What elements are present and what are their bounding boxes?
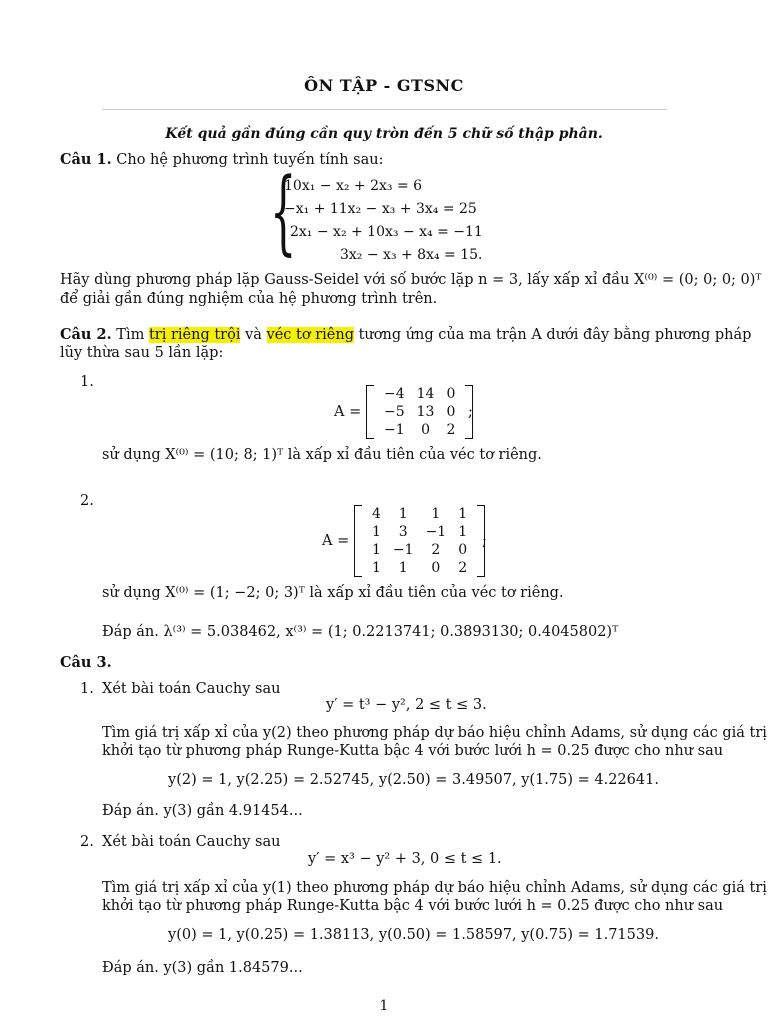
q1-text-line2: để giải gần đúng nghiệm của hệ phương trình trên. (60, 291, 438, 307)
matrix-cell: 0 (458, 542, 468, 558)
q2-post: tương ứng của ma trận A dưới đây bằng phương pháp (358, 327, 752, 343)
matrix-cell: 4 (372, 506, 381, 522)
matrix-cell: −1 (392, 542, 414, 558)
q3-label: Câu 3. (60, 654, 112, 671)
matrix-cell: 1 (372, 524, 381, 540)
system-eq-4: 3x₂ − x₃ + 8x₄ = 15. (340, 247, 483, 263)
matrix-cell: 0 (446, 404, 456, 420)
matrix-cell: 1 (372, 560, 381, 576)
page-number: 1 (379, 998, 389, 1014)
q2-item1-semicolon: ; (468, 404, 473, 420)
rounding-note: Kết quả gần đúng cần quy tròn đến 5 chữ số thập phân. (165, 126, 603, 142)
q2-line2: lũy thừa sau 5 lần lặp: (60, 345, 224, 361)
q3-item1-number: 1. (80, 681, 94, 697)
q3-item1-text1: Tìm giá trị xấp xỉ của y(2) theo phương pháp dự báo hiệu chỉnh Adams, sử dụng các giá trị (102, 725, 767, 741)
q3-item2-values: y(0) = 1, y(0.25) = 1.38113, y(0.50) = 1.58597, y(0.75) = 1.71539. (168, 927, 659, 943)
title-divider (102, 109, 667, 110)
q3-item1-answer: Đáp án. y(3) gần 4.91454... (102, 803, 303, 819)
matrix-a1-table (378, 385, 461, 439)
q2-item1-number: 1. (80, 374, 94, 390)
matrix-cell: 1 (458, 524, 468, 540)
q3-item2-equation: y′ = x³ − y² + 3, 0 ≤ t ≤ 1. (308, 851, 502, 867)
matrix-cell: 0 (446, 386, 456, 402)
q2-item1-use: sử dụng X⁽⁰⁾ = (10; 8; 1)ᵀ là xấp xỉ đầu tiên của véc tơ riêng. (102, 447, 542, 463)
q3-item2-text1: Tìm giá trị xấp xỉ của y(1) theo phương pháp dự báo hiệu chỉnh Adams, sử dụng các giá trị (102, 880, 767, 896)
system-eq-3: 2x₁ − x₂ + 10x₃ − x₄ = −11 (290, 224, 483, 240)
matrix-cell: 2 (458, 560, 468, 576)
q2-intro-line (60, 326, 751, 343)
q2-item2-number: 2. (80, 493, 94, 509)
q2-item2-answer: Đáp án. λ⁽³⁾ = 5.038462, x⁽³⁾ = (1; 0.2213741; 0.3893130; 0.4045802)ᵀ (102, 624, 619, 640)
matrix-cell: 3 (398, 524, 408, 540)
matrix-cell: 1 (398, 506, 408, 522)
q2-pre: Tìm (116, 327, 145, 343)
system-brace: { (270, 158, 297, 265)
matrix-cell: −4 (384, 386, 405, 402)
q3-item2-intro: Xét bài toán Cauchy sau (102, 834, 281, 850)
q1-intro-line (60, 151, 383, 168)
q3-item1-values: y(2) = 1, y(2.25) = 2.52745, y(2.50) = 3.49507, y(1.75) = 4.22641. (168, 772, 659, 788)
q2-label: Câu 2. (60, 326, 112, 343)
matrix-cell: 0 (421, 422, 431, 438)
matrix-cell: 13 (416, 404, 435, 420)
matrix-a1 (366, 385, 473, 439)
matrix-cell: 1 (398, 560, 408, 576)
highlight-eigenvector: véc tơ riêng (266, 327, 354, 343)
q1-label: Câu 1. (60, 151, 112, 168)
q2-item2-use: sử dụng X⁽⁰⁾ = (1; −2; 0; 3)ᵀ là xấp xỉ đầu tiên của véc tơ riêng. (102, 585, 564, 601)
q2-mid: và (245, 327, 262, 343)
q2-item1-lhs: A = (334, 404, 362, 420)
page-title: ÔN TẬP - GTSNC (304, 76, 464, 95)
matrix-cell: −1 (384, 422, 405, 438)
q1-system (270, 158, 510, 265)
q2-item2-lhs: A = (322, 533, 350, 549)
q3-item2-answer: Đáp án. y(3) gần 1.84579... (102, 960, 303, 976)
highlight-dominant-eigenvalue: trị riêng trội (148, 327, 241, 343)
q1-text-line1: Hãy dùng phương pháp lặp Gauss-Seidel với số bước lặp n = 3, lấy xấp xỉ đầu X⁽⁰⁾ = (0; 0; 0; 0)ᵀ (60, 272, 762, 288)
matrix-cell: 2 (431, 542, 441, 558)
q3-item1-intro: Xét bài toán Cauchy sau (102, 681, 281, 697)
q1-intro: Cho hệ phương trình tuyến tính sau: (116, 152, 384, 168)
matrix-cell: −1 (425, 524, 447, 540)
matrix-cell: 0 (431, 560, 441, 576)
system-eq-2: −x₁ + 11x₂ − x₃ + 3x₄ = 25 (284, 201, 477, 217)
matrix-cell: 14 (416, 386, 435, 402)
matrix-left-bracket (354, 505, 362, 577)
q3-item1-text2: khởi tạo từ phương pháp Runge-Kutta bậc 4 với bước lưới h = 0.25 được cho như sau (102, 743, 724, 759)
matrix-cell: 1 (458, 506, 468, 522)
matrix-cell: −5 (384, 404, 405, 420)
q3-item2-text2: khởi tạo từ phương pháp Runge-Kutta bậc 4 với bước lưới h = 0.25 được cho như sau (102, 898, 724, 914)
q3-item2-number: 2. (80, 834, 94, 850)
matrix-a2 (354, 505, 485, 577)
system-eq-1: 10x₁ − x₂ + 2x₃ = 6 (284, 178, 423, 194)
matrix-a2-table (366, 505, 473, 577)
matrix-left-bracket (366, 385, 374, 439)
matrix-cell: 2 (446, 422, 456, 438)
matrix-cell: 1 (431, 506, 441, 522)
matrix-cell: 1 (372, 542, 381, 558)
q2-item2-semicolon: ; (482, 533, 487, 549)
q3-item1-equation: y′ = t³ − y², 2 ≤ t ≤ 3. (326, 697, 487, 713)
